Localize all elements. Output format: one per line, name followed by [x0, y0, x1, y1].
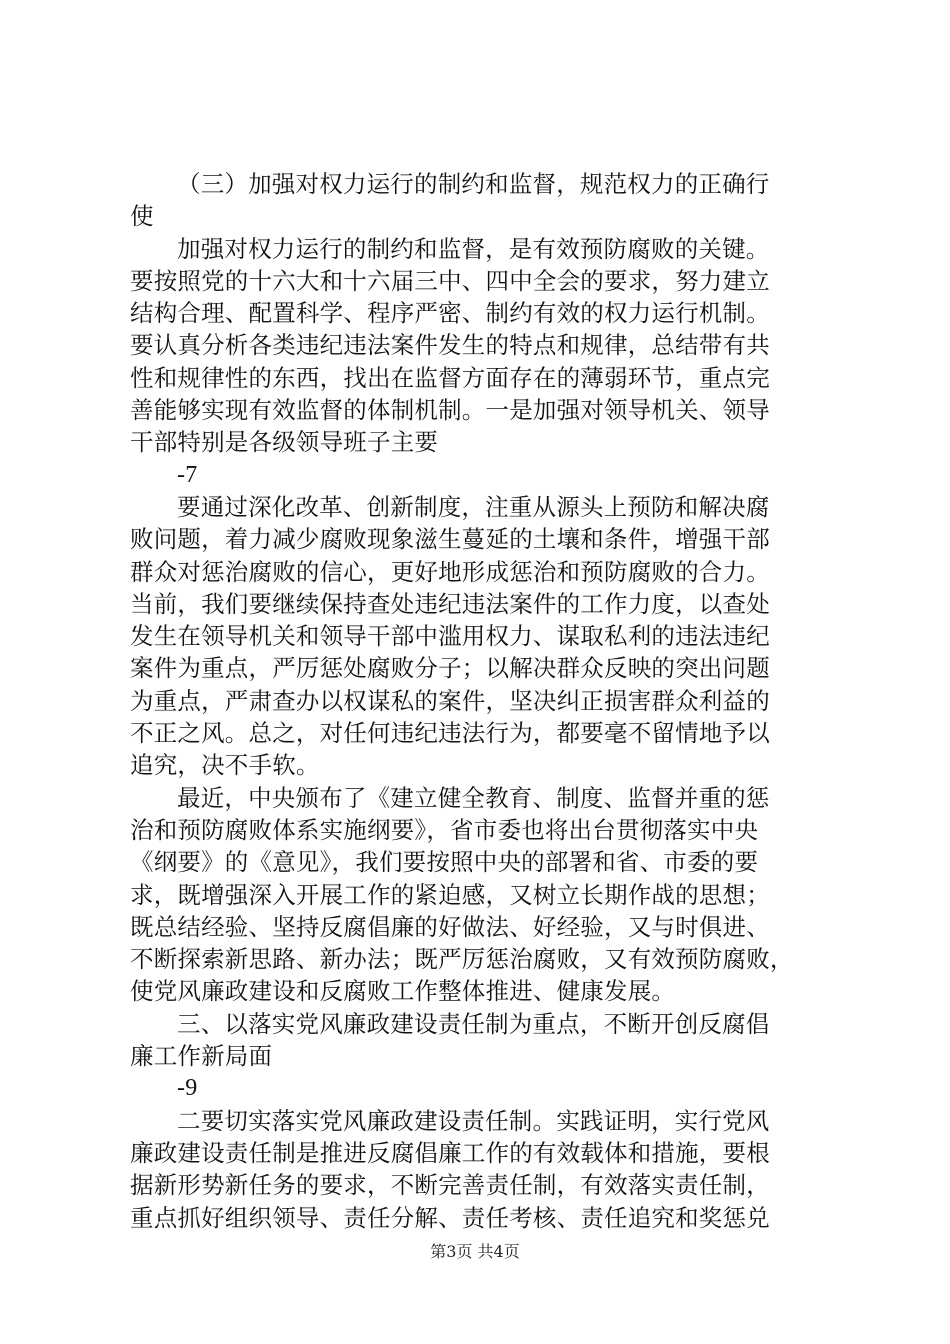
paragraph-line: 结构合理、配置科学、程序严密、制约有效的权力运行机制。	[130, 299, 770, 328]
paragraph-line: 性和规律性的东西，找出在监督方面存在的薄弱环节，重点完	[130, 363, 770, 392]
paragraph-line: 既总结经验、坚持反腐倡廉的好做法、好经验，又与时俱进、	[130, 912, 770, 941]
page-number-label: 第3页 共4页	[430, 1242, 520, 1261]
paragraph-line: 发生在领导机关和领导干部中滥用权力、谋取私利的违法违纪	[130, 622, 770, 651]
paragraph-line: 最近，中央颁布了《建立健全教育、制度、监督并重的惩	[177, 783, 770, 812]
paragraph-line: 追究，决不手软。	[130, 751, 320, 780]
paragraph-line: 要按照党的十六大和十六届三中、四中全会的要求，努力建立	[130, 266, 770, 295]
paragraph-line: 重点抓好组织领导、责任分解、责任考核、责任追究和奖惩兑	[130, 1203, 770, 1232]
paragraph-line: 不断探索新思路、新办法；既严厉惩治腐败，又有效预防腐败，	[130, 945, 794, 974]
paragraph-line: 二要切实落实党风廉政建设责任制。实践证明，实行党风	[177, 1106, 770, 1135]
paragraph-line: 《纲要》的《意见》，我们要按照中央的部署和省、市委的要	[130, 848, 759, 877]
paragraph-line: 要通过深化改革、创新制度，注重从源头上预防和解决腐	[177, 492, 770, 521]
heading-section-3: （三）加强对权力运行的制约和监督，规范权力的正确行	[177, 170, 770, 198]
inline-page-number: -9	[177, 1075, 198, 1102]
paragraph-line: 为重点，严肃查办以权谋私的案件，坚决纠正损害群众利益的	[130, 686, 770, 715]
document-body	[130, 168, 830, 1234]
paragraph-line: 群众对惩治腐败的信心，更好地形成惩治和预防腐败的合力。	[130, 557, 770, 586]
paragraph-line: 求，既增强深入开展工作的紧迫感，又树立长期作战的思想；	[130, 880, 770, 909]
paragraph-line: 加强对权力运行的制约和监督，是有效预防腐败的关键。	[177, 234, 770, 263]
paragraph-line: 败问题，着力减少腐败现象滋生蔓延的土壤和条件，增强干部	[130, 525, 770, 554]
paragraph-line: 要认真分析各类违纪违法案件发生的特点和规律，总结带有共	[130, 331, 770, 360]
paragraph-line: 案件为重点，严厉惩处腐败分子；以解决群众反映的突出问题	[130, 654, 770, 683]
paragraph-line: 使党风廉政建设和反腐败工作整体推进、健康发展。	[130, 977, 676, 1006]
paragraph-line: 当前，我们要继续保持查处违纪违法案件的工作力度，以查处	[130, 589, 770, 618]
heading-section-three: 三、以落实党风廉政建设责任制为重点，不断开创反腐倡	[177, 1009, 770, 1038]
paragraph-line: 善能够实现有效监督的体制机制。一是加强对领导机关、领导	[130, 396, 770, 425]
paragraph-line: 据新形势新任务的要求，不断完善责任制，有效落实责任制，	[130, 1171, 770, 1200]
heading-section-three-cont: 廉工作新局面	[130, 1042, 273, 1071]
paragraph-line: 廉政建设责任制是推进反腐倡廉工作的有效载体和措施，要根	[130, 1138, 770, 1167]
page-footer	[0, 1242, 950, 1262]
paragraph-line: 干部特别是各级领导班子主要	[130, 428, 439, 457]
paragraph-line: 不正之风。总之，对任何违纪违法行为，都要毫不留情地予以	[130, 719, 770, 748]
paragraph-line: 治和预防腐败体系实施纲要》，省市委也将出台贯彻落实中央	[130, 815, 759, 844]
heading-section-3-cont: 使	[130, 202, 154, 231]
inline-page-number: -7	[177, 461, 198, 488]
